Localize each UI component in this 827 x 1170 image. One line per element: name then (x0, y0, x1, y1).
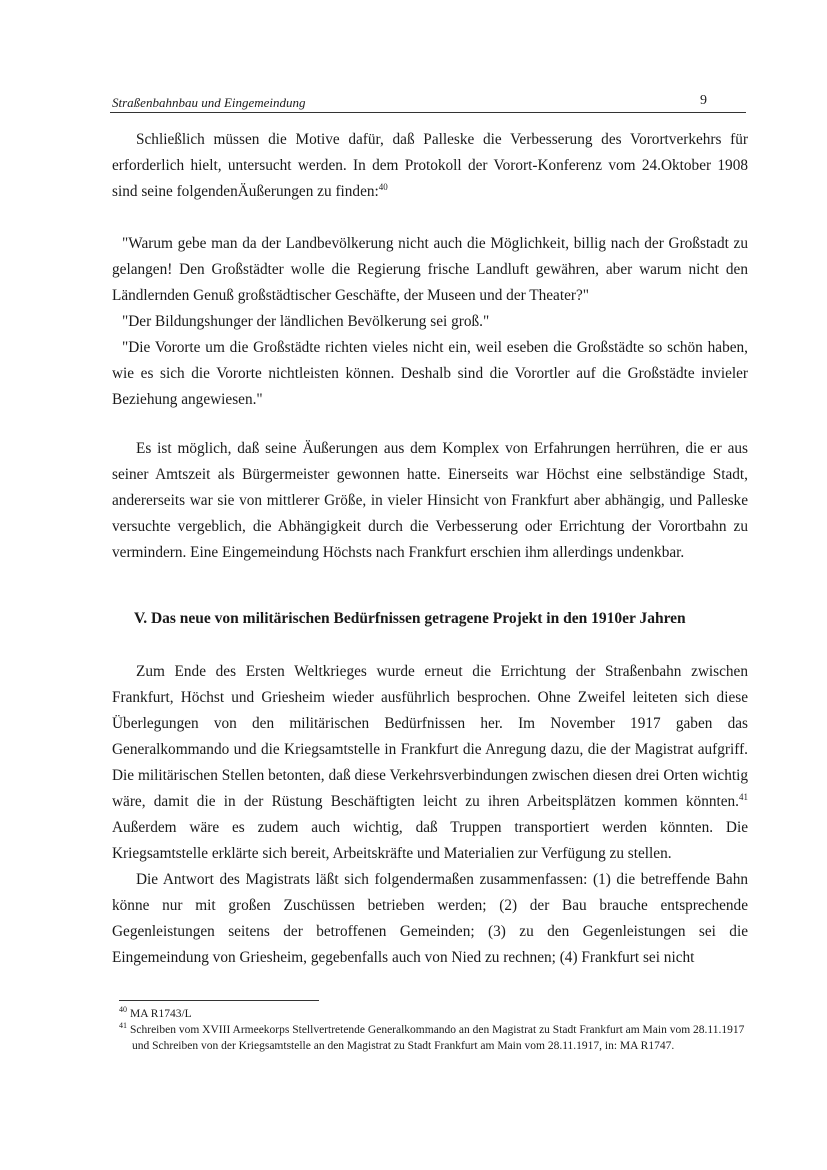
quote-1: "Warum gebe man da der Landbevölkerung nicht auch die Möglichkeit, billig nach der Großstadt zu gelangen! Den Großstädter wolle die Regierung frische Landluft gewähren, aber warum nicht den Ländlernden Genuß großstädtischer Geschäfte, der Museen und der Theater?" (112, 235, 748, 304)
paragraph-4: Die Antwort des Magistrats läßt sich folgendermaßen zusammenfassen: (1) die betreffende Bahn könne nur mit großen Zuschüssen betrieben werden; (2) der Bau brauche entsprechende Gegenleistungen seitens der betroffenen Gemeinden; (3) zu den Gegenleistungen sei die Eingemeindung von Griesheim, gegebenfalls auch von Nied zu rechnen; (4) Frankfurt sei nicht (112, 871, 748, 966)
body-section-1 (112, 127, 748, 205)
footnotes (119, 1006, 759, 1054)
footnote-text: MA R1743/L (130, 1008, 192, 1020)
header-rule (110, 112, 746, 113)
footnote-rule (119, 1000, 319, 1001)
body-section-3 (112, 659, 748, 971)
page-number: 9 (700, 93, 707, 108)
footnote-ref-41: 41 (739, 791, 748, 802)
quote-2: "Der Bildungshunger der ländlichen Bevölkerung sei groß." (122, 313, 490, 330)
footnote-number: 40 (119, 1005, 127, 1015)
paragraph-3-text-a: Zum Ende des Ersten Weltkrieges wurde erneut die Errichtung der Straßenbahn zwischen Frankfurt, Höchst und Griesheim wieder ausführlich besprochen. Ohne Zweifel leiteten sich diese Überlegungen von den militärischen Bedürfnissen her. Im November 1917 gaben das Generalkommando und die Kriegsamtstelle in Frankfurt die Anregung dazu, die der Magistrat aufgriff. Die militärischen Stellen betonten, daß diese Verkehrsverbindungen zwischen diesen drei Orten wichtig wäre, damit die in der Rüstung Beschäftigten leicht zu ihren Arbeitsplätzen kommen könnten. (112, 663, 748, 810)
paragraph-3 (112, 659, 748, 867)
paragraph-1 (112, 127, 748, 205)
footnote-number: 41 (119, 1021, 127, 1031)
footnote-40 (119, 1006, 759, 1022)
body-section-2 (112, 436, 748, 566)
running-title: Straßenbahnbau und Eingemeindung (112, 95, 306, 110)
footnote-41 (119, 1022, 759, 1054)
footnote-ref-40: 40 (378, 181, 388, 192)
quote-3: "Die Vororte um die Großstädte richten vieles nicht ein, weil eseben die Großstädte so schön haben, wie es sich die Vororte nichtleisten können. Deshalb sind die Vorortler auf die Großstädte invieler Beziehung angewiesen." (112, 339, 748, 408)
section-heading: V. Das neue von militärischen Bedürfnissen getragene Projekt in den 1910er Jahren (134, 610, 686, 627)
paragraph-2: Es ist möglich, daß seine Äußerungen aus dem Komplex von Erfahrungen herrühren, die er aus seiner Amtszeit als Bürgermeister gewonnen hatte. Einerseits war Höchst eine selbständige Stadt, andererseits war sie von mittlerer Größe, in vieler Hinsicht von Frankfurt aber abhängig, und Palleske versuchte vergeblich, die Abhängigkeit durch die Verbesserung oder Errichtung der Vorortbahn zu vermindern. Eine Eingemeindung Höchsts nach Frankfurt erschien ihm allerdings undenkbar. (112, 440, 748, 561)
paragraph-3-text-b: Außerdem wäre es zudem auch wichtig, daß Truppen transportiert werden könnten. Die Kriegsamtstelle erklärte sich bereit, Arbeitskräfte und Materialien zur Verfügung zu stellen. (112, 819, 748, 862)
quotation-block (112, 231, 748, 413)
paragraph-1-text: Schließlich müssen die Motive dafür, daß Palleske die Verbesserung des Vorortverkehrs für erforderlich hielt, untersucht werden. In dem Protokoll der Vorort-Konferenz vom 24.Oktober 1908 sind seine folgendenÄußerungen zu finden: (112, 131, 748, 200)
footnote-text: Schreiben vom XVIII Armeekorps Stellvertretende Generalkommando an den Magistrat zu Stadt Frankfurt am Main vom 28.11.1917 und Schreiben von der Kriegsamtstelle an den Magistrat zu Stadt Frankfurt am Main vom 28.11.1917, in: MA R1747. (130, 1024, 745, 1052)
running-header (110, 91, 746, 113)
